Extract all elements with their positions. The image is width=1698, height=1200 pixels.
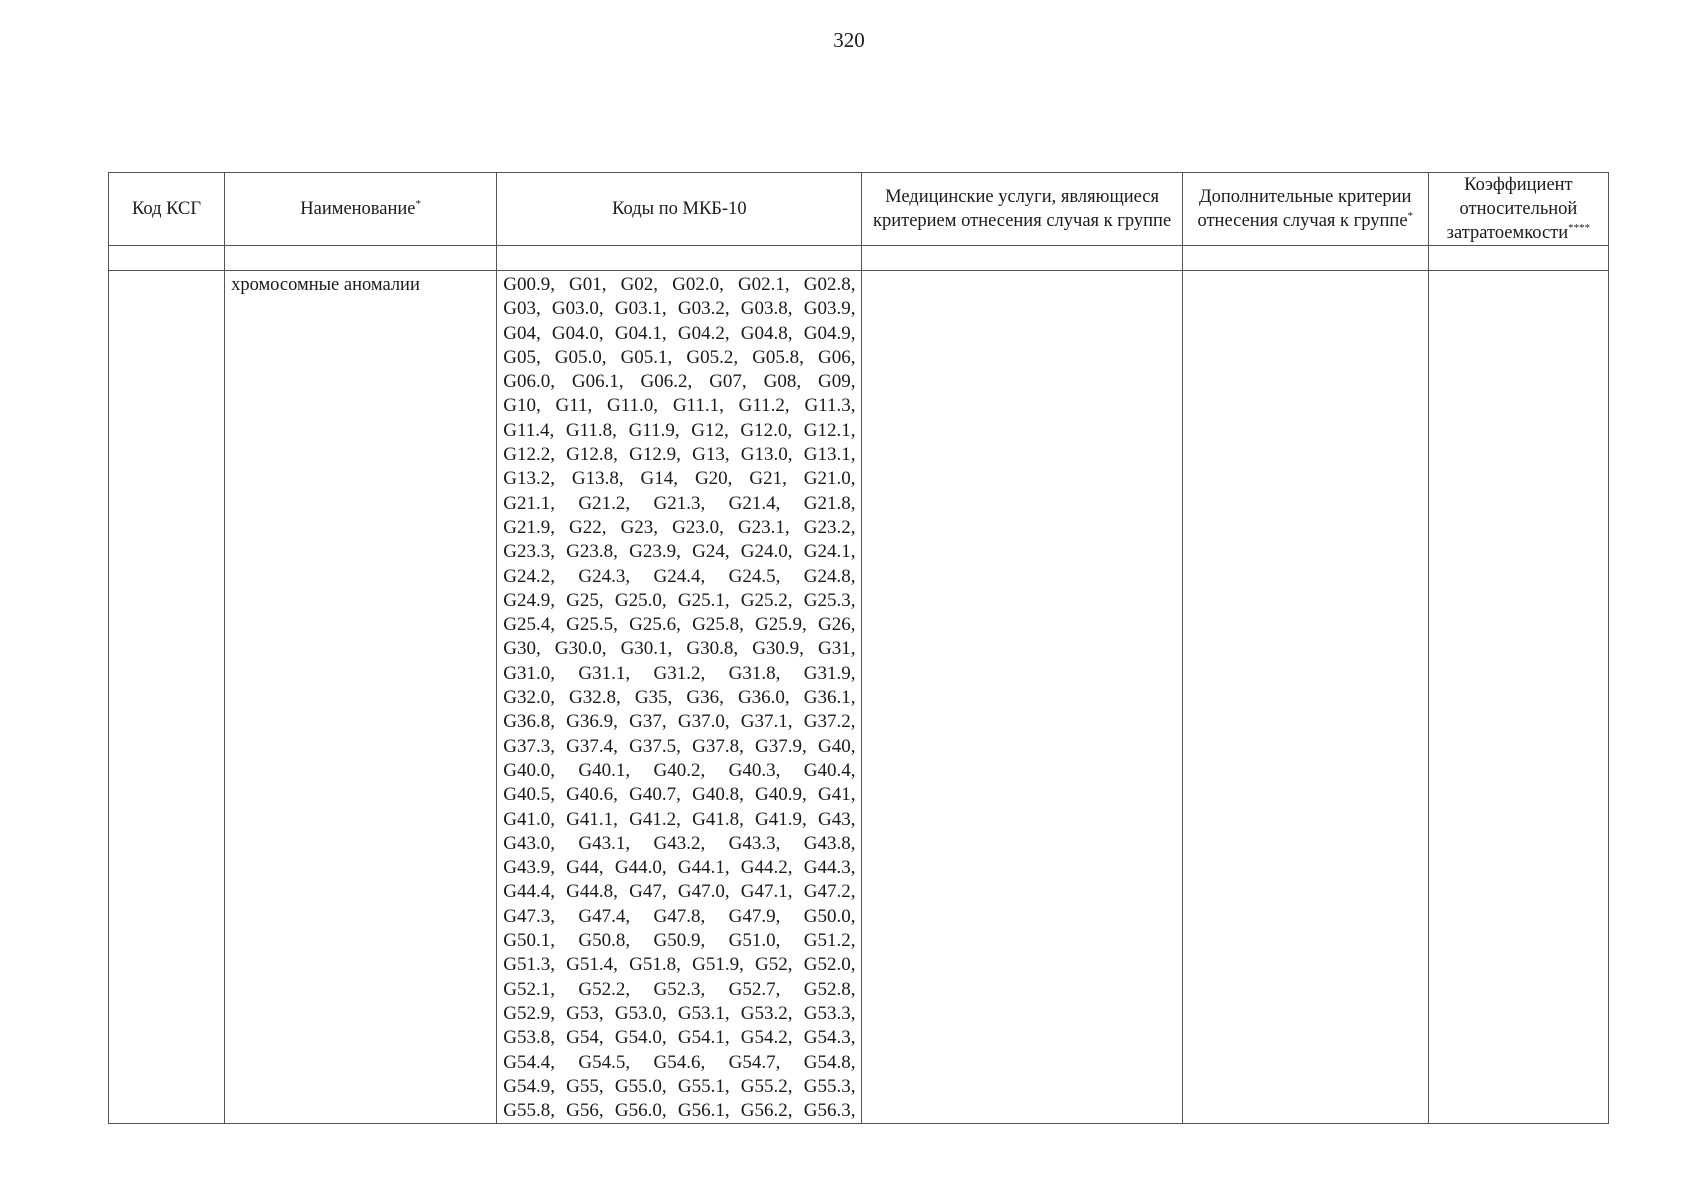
mkb-code-line: G47.3, G47.4, G47.8, G47.9, G50.0, bbox=[503, 905, 856, 927]
table-row bbox=[109, 271, 1609, 1124]
mkb-code-line: G52.9, G53, G53.0, G53.1, G53.2, G53.3, bbox=[503, 1002, 856, 1024]
mkb-code-line: G25.4, G25.5, G25.6, G25.8, G25.9, G26, bbox=[503, 614, 856, 636]
mkb-code-line: G13.2, G13.8, G14, G20, G21, G21.0, bbox=[503, 468, 856, 490]
mkb-code-line: G24.2, G24.3, G24.4, G24.5, G24.8, bbox=[503, 565, 856, 587]
table-cell bbox=[225, 246, 497, 271]
header-ksg-code: Код КСГ bbox=[109, 173, 225, 246]
footnote-mark: **** bbox=[1568, 221, 1591, 234]
mkb-code-line: G24.9, G25, G25.0, G25.1, G25.2, G25.3, bbox=[503, 589, 856, 611]
table-cell bbox=[1428, 246, 1608, 271]
table-cell bbox=[1182, 246, 1428, 271]
mkb-code-line: G37.3, G37.4, G37.5, G37.8, G37.9, G40, bbox=[503, 735, 856, 757]
mkb-code-line: G53.8, G54, G54.0, G54.1, G54.2, G54.3, bbox=[503, 1027, 856, 1049]
table-header-row bbox=[109, 173, 1609, 246]
table-spacer-row bbox=[109, 246, 1609, 271]
mkb-code-line: G03, G03.0, G03.1, G03.2, G03.8, G03.9, bbox=[503, 298, 856, 320]
mkb-code-line: G43.0, G43.1, G43.2, G43.3, G43.8, bbox=[503, 832, 856, 854]
mkb-code-line: G05, G05.0, G05.1, G05.2, G05.8, G06, bbox=[503, 346, 856, 368]
ksg-table bbox=[108, 172, 1609, 1124]
mkb-code-line: G40.0, G40.1, G40.2, G40.3, G40.4, bbox=[503, 759, 856, 781]
footnote-mark: * bbox=[1407, 209, 1414, 222]
mkb-code-line: G23.3, G23.8, G23.9, G24, G24.0, G24.1, bbox=[503, 541, 856, 563]
mkb-code-line: G12.2, G12.8, G12.9, G13, G13.0, G13.1, bbox=[503, 444, 856, 466]
cell-extra-criteria bbox=[1182, 271, 1428, 1124]
mkb-code-line: G31.0, G31.1, G31.2, G31.8, G31.9, bbox=[503, 662, 856, 684]
mkb-code-line: G54.9, G55, G55.0, G55.1, G55.2, G55.3, bbox=[503, 1075, 856, 1097]
mkb-code-line: G50.1, G50.8, G50.9, G51.0, G51.2, bbox=[503, 930, 856, 952]
mkb-code-line: G44.4, G44.8, G47, G47.0, G47.1, G47.2, bbox=[503, 881, 856, 903]
mkb-code-list bbox=[503, 273, 855, 1123]
mkb-code-line: G52.1, G52.2, G52.3, G52.7, G52.8, bbox=[503, 978, 856, 1000]
mkb-code-line: G06.0, G06.1, G06.2, G07, G08, G09, bbox=[503, 371, 856, 393]
table-cell bbox=[497, 246, 862, 271]
table-cell bbox=[109, 246, 225, 271]
page-number: 320 bbox=[833, 28, 865, 52]
cell-mkb-codes bbox=[497, 271, 862, 1124]
cell-medical-services bbox=[862, 271, 1182, 1124]
mkb-code-line: G21.9, G22, G23, G23.0, G23.1, G23.2, bbox=[503, 516, 856, 538]
header-name: Наименование* bbox=[225, 173, 497, 246]
mkb-code-line: G43.9, G44, G44.0, G44.1, G44.2, G44.3, bbox=[503, 857, 856, 879]
header-mkb-codes: Коды по МКБ-10 bbox=[497, 173, 862, 246]
cell-coefficient bbox=[1428, 271, 1608, 1124]
mkb-code-line: G04, G04.0, G04.1, G04.2, G04.8, G04.9, bbox=[503, 322, 856, 344]
table-cell bbox=[862, 246, 1182, 271]
header-medical-services: Медицинские услуги, являющиеся критерием отнесения случая к группе bbox=[862, 173, 1182, 246]
mkb-code-line: G40.5, G40.6, G40.7, G40.8, G40.9, G41, bbox=[503, 784, 856, 806]
mkb-code-line: G51.3, G51.4, G51.8, G51.9, G52, G52.0, bbox=[503, 954, 856, 976]
mkb-code-line: G21.1, G21.2, G21.3, G21.4, G21.8, bbox=[503, 492, 856, 514]
mkb-code-line: G54.4, G54.5, G54.6, G54.7, G54.8, bbox=[503, 1051, 856, 1073]
mkb-code-line: G10, G11, G11.0, G11.1, G11.2, G11.3, bbox=[503, 395, 856, 417]
mkb-code-line: G55.8, G56, G56.0, G56.1, G56.2, G56.3, bbox=[503, 1100, 856, 1122]
header-extra-criteria: Дополнительные критерии отнесения случая к группе* bbox=[1182, 173, 1428, 246]
mkb-code-line: G32.0, G32.8, G35, G36, G36.0, G36.1, bbox=[503, 687, 856, 709]
header-coefficient: Коэффициент относительной затратоемкости**** bbox=[1428, 173, 1608, 246]
mkb-code-line: G41.0, G41.1, G41.2, G41.8, G41.9, G43, bbox=[503, 808, 856, 830]
cell-ksg-code bbox=[109, 271, 225, 1124]
mkb-code-line: G30, G30.0, G30.1, G30.8, G30.9, G31, bbox=[503, 638, 856, 660]
mkb-code-line: G36.8, G36.9, G37, G37.0, G37.1, G37.2, bbox=[503, 711, 856, 733]
mkb-code-line: G00.9, G01, G02, G02.0, G02.1, G02.8, bbox=[503, 274, 856, 295]
mkb-code-line: G11.4, G11.8, G11.9, G12, G12.0, G12.1, bbox=[503, 419, 856, 441]
footnote-mark: * bbox=[415, 197, 422, 210]
cell-name: хромосомные аномалии bbox=[225, 271, 497, 1124]
